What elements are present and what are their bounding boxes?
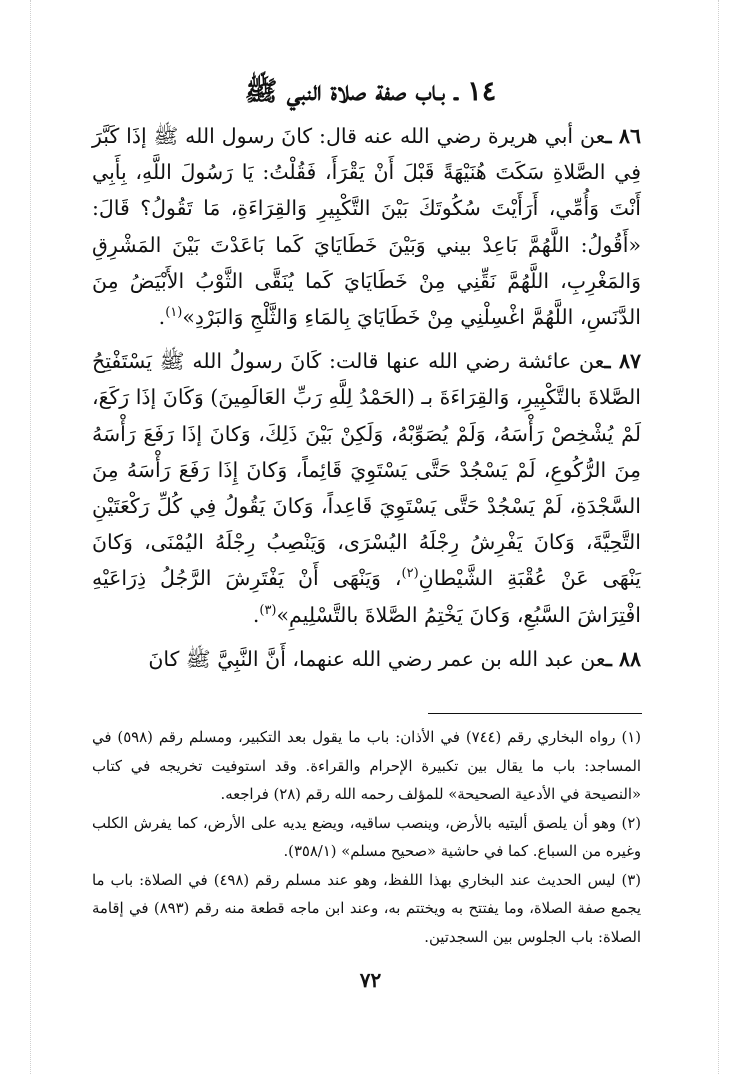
footnote-ref: (٢) [401, 566, 419, 582]
footnotes [92, 724, 641, 952]
hadith-number: ٨٦ ـ [605, 124, 641, 148]
footnote-separator [428, 713, 642, 714]
page-guide-line [718, 0, 719, 1074]
page-number: ٧٢ [359, 968, 382, 992]
hadith-86: ٨٦ ـعن أبي هريرة رضي الله عنه قال: كانَ رسول الله ﷺ إذَا كَبَّرَ فِي الصَّلاةِ سَكَتَ هُنَيْهَةً قَبْلَ أَنْ يَقْرَأَ، فَقُلْتُ: يَا رَسُولَ اللَّهِ، بِأَبِي أَنْتَ وَأُمِّي، أَرَأَيْتَ سُكُوتَكَ بَيْنَ التَّكْبِيرِ وَالقِرَاءَةِ، مَا تَقُولُ؟ قَالَ: «أَقُولُ: اللَّهُمَّ بَاعِدْ بيني وَبَيْنَ خَطَايَايَ كَما بَاعَدْتَ بَيْنَ المَشْرِقِ وَالمَغْرِبِ، اللَّهُمَّ نَقِّنِي مِنْ خَطَايَايَ كَما يُنَقَّى الثَّوْبُ الأَبْيَضُ مِنَ الدَّنَسِ، اللَّهُمَّ اغْسِلْنِي مِنْ خَطَايَايَ بِالمَاءِ وَالثَّلْجِ وَالبَرْدِ»$^{(١)}$. [92, 124, 641, 330]
hadith-87: ٨٧ ـعن عائشة رضي الله عنها قالت: كَانَ رسولُ الله ﷺ يَسْتَفْتِحُ الصَّلاةَ بالتَّكْبِيرِ، وَالقِرَاءَةَ بـ (الحَمْدُ لِلَّهِ رَبِّ العَالَمِينَ) وَكَانَ إذَا رَكَعَ، لَمْ يُشْخِصْ رَأْسَهُ، وَلَمْ يُصَوِّبْهُ، وَلَكِنْ بَيْنَ ذَلِكَ، وَكانَ إذَا رَفَعَ رَأْسَهُ مِنَ الرُّكُوعِ، لَمْ يَسْجُدْ حَتَّى يَسْتَوِيَ قَائِماً، وَكانَ إِذَا رَفَعَ رَأْسَهُ مِنَ السَّجْدَةِ، لَمْ يَسْجُدْ حَتَّى يَسْتَوِيَ قَاعِداً، وَكانَ يَقُولُ فِي كُلِّ رَكْعَتَيْنِ التَّحِيَّةَ، وَكانَ يَفْرِشُ رِجْلَهُ اليُسْرَى، وَيَنْصِبُ رِجْلَهُ اليُمْنَى، وَكانَ يَنْهَى عَنْ عُقْبَةِ الشَّيْطانِ$^{(٢)}$، وَيَنْهَى أَنْ يَفْتَرِشَ الرَّجُلُ ذِرَاعَيْهِ افْتِرَاشَ السَّبُعِ، وَكانَ يَخْتِمُ الصَّلاةَ بالتَّسْلِيمِ»$^{(٣)}$. [92, 349, 641, 627]
chapter-title: ١٤ ـ بـاب صفة صلاة النبي ﷺ [244, 76, 497, 107]
footnote-2: (٢) وهو أن يلصق أليتيه بالأرض، وينصب ساقيه، ويضع يديه على الأرض، كما يفرش الكلب وغيره من السباع. كما في حاشية «صحيح مسلم» (٣٥٨/١). [92, 814, 641, 860]
main-text [92, 118, 641, 685]
hadith-text: عن أبي هريرة رضي الله عنه قال: كانَ رسول الله ﷺ إذَا كَبَّرَ فِي الصَّلاةِ سَكَتَ هُنَيْهَةً قَبْلَ أَنْ يَقْرَأَ، فَقُلْتُ: يَا رَسُولَ اللَّهِ، بِأَبِي أَنْتَ وَأُمِّي، أَرَأَيْتَ سُكُوتَكَ بَيْنَ التَّكْبِيرِ وَالقِرَاءَةِ، مَا تَقُولُ؟ قَالَ: «أَقُولُ: اللَّهُمَّ بَاعِدْ بيني وَبَيْنَ خَطَايَايَ كَما بَاعَدْتَ بَيْنَ المَشْرِقِ وَالمَغْرِبِ، اللَّهُمَّ نَقِّنِي مِنْ خَطَايَايَ كَما يُنَقَّى الثَّوْبُ الأَبْيَضُ مِنَ الدَّنَسِ، اللَّهُمَّ اغْسِلْنِي مِنْ خَطَايَايَ بِالمَاءِ وَالثَّلْجِ وَالبَرْدِ» [92, 124, 641, 330]
footnote-3: (٣) ليس الحديث عند البخاري بهذا اللفظ، وهو عند مسلم رقم (٤٩٨) في الصلاة: باب ما يجمع صفة الصلاة، وما يفتتح به ويختتم به، وعند ابن ماجه قطعة منه رقم (٨٩٣) في إقامة الصلاة: باب الجلوس بين السجدتين. [92, 871, 641, 946]
hadith-88 [92, 641, 641, 677]
footnote-ref: (٣) [259, 602, 277, 618]
hadith-text: عن عبد الله بن عمر رضي الله عنهما، أَنَّ النَّبِيَّ ﷺ كانَ [148, 646, 606, 671]
page-guide-line [30, 0, 31, 1074]
hadith-text: عن عائشة رضي الله عنها قالت: كَانَ رسولُ الله ﷺ يَسْتَفْتِحُ الصَّلاةَ بالتَّكْبِيرِ، وَالقِرَاءَةَ بـ (الحَمْدُ لِلَّهِ رَبِّ العَالَمِينَ) وَكَانَ إذَا رَكَعَ، لَمْ يُشْخِصْ رَأْسَهُ، وَلَمْ يُصَوِّبْهُ، وَلَكِنْ بَيْنَ ذَلِكَ، وَكانَ إذَا رَفَعَ رَأْسَهُ مِنَ الرُّكُوعِ، لَمْ يَسْجُدْ حَتَّى يَسْتَوِيَ قَائِماً، وَكانَ إِذَا رَفَعَ رَأْسَهُ مِنَ السَّجْدَةِ، لَمْ يَسْجُدْ حَتَّى يَسْتَوِيَ قَاعِداً، وَكانَ يَقُولُ فِي كُلِّ رَكْعَتَيْنِ التَّحِيَّةَ، وَكانَ يَفْرِشُ رِجْلَهُ اليُسْرَى، وَيَنْصِبُ رِجْلَهُ اليُمْنَى، وَكانَ يَنْهَى عَنْ عُقْبَةِ الشَّيْطانِ [92, 349, 641, 591]
footnote-ref: (١) [165, 305, 183, 321]
hadith-text-continued: ، وَيَنْهَى أَنْ يَفْتَرِشَ الرَّجُلُ ذِرَاعَيْهِ افْتِرَاشَ السَّبُعِ، وَكانَ يَخْتِمُ الصَّلاةَ بالتَّسْلِيمِ» [92, 566, 641, 627]
hadith-number: ٨٧ ـ [604, 349, 641, 374]
footnote-1: (١) رواه البخاري رقم (٧٤٤) في الأذان: باب ما يقول بعد التكبير، ومسلم رقم (٥٩٨) في المساجد: باب ما يقال بين تكبيرة الإحرام والقراءة. وقد استوفيت تخريجه في كتاب «النصيحة في الأدعية الصحيحة» للمؤلف رحمه الله رقم (٢٨) فراجعه. [92, 729, 641, 803]
hadith-number: ٨٨ ـ [605, 646, 641, 671]
